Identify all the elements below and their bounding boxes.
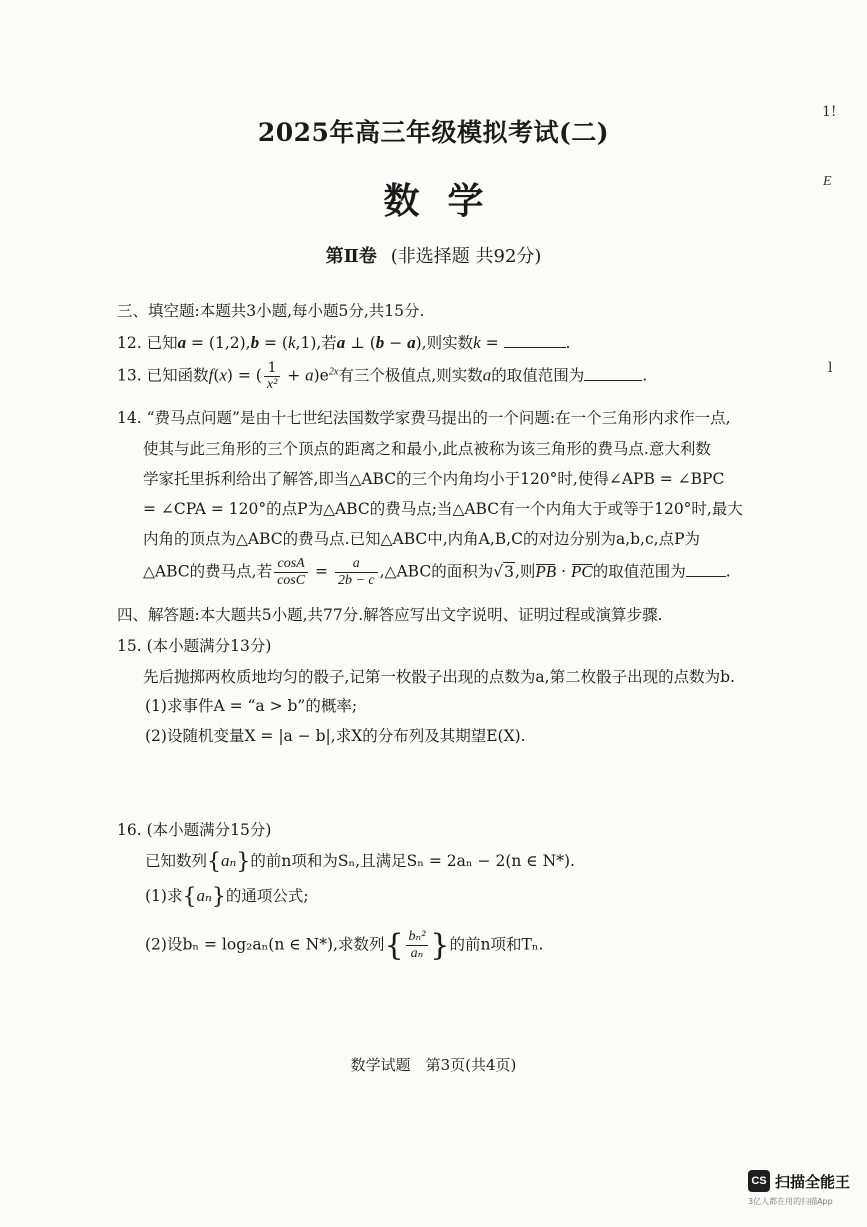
- margin-mark-e: E: [823, 174, 832, 189]
- volume-heading: [0, 242, 867, 268]
- left-brace: {: [207, 849, 222, 875]
- dot-product: ·: [556, 562, 571, 581]
- vector-pc: PC: [570, 561, 593, 581]
- q12-text-8: =: [480, 334, 504, 352]
- var-a: a: [482, 365, 492, 385]
- q15-stem: 先后抛掷两枚质地均匀的骰子,记第一枚骰子出现的点数为a,第二枚骰子出现的点数为b.: [143, 668, 735, 686]
- left-brace: {: [384, 928, 404, 963]
- scanner-app-name: 扫描全能王: [775, 1172, 851, 1191]
- q15-part-2: (2)设随机变量X = |a − b|,求X的分布列及其期望E(X).: [145, 727, 526, 745]
- scanner-watermark: [748, 1170, 850, 1192]
- q14-text-6c: ,则: [514, 562, 536, 581]
- fraction-side: [335, 556, 378, 589]
- func-f: f: [208, 365, 214, 385]
- sqrt-radicand: 3: [504, 562, 514, 581]
- vector-a: a: [407, 333, 416, 352]
- vector-a: a: [177, 333, 187, 352]
- q16-heading: 16. (本小题满分15分): [117, 821, 272, 839]
- q14-line-5: 内角的顶点为△ABC的费马点.已知△ABC中,内角A,B,C的对边分别为a,b,c,点P为: [143, 530, 701, 548]
- sequence-a: aₙ: [221, 851, 237, 870]
- scanner-tagline: 3亿人都在用的扫描App: [748, 1197, 833, 1206]
- question-12: [117, 331, 570, 353]
- vector-b: b: [250, 333, 260, 352]
- fraction-numerator: cosA: [274, 556, 308, 573]
- left-brace: {: [182, 884, 197, 910]
- fraction-denominator: aₙ: [410, 946, 424, 961]
- answer-blank: [504, 346, 566, 348]
- fraction-numerator: bₙ²: [406, 929, 429, 946]
- q16-part1-text-a: (1)求: [145, 887, 183, 905]
- q12-text-5: ⊥ (: [345, 334, 376, 352]
- q14-text-6d: 的取值范围为: [592, 562, 686, 581]
- exponent: 2x: [328, 366, 339, 378]
- q13-text-7: 有三个极值点,则实数: [338, 366, 483, 385]
- fraction-denominator: 2b − c: [337, 573, 375, 589]
- scanner-logo-icon: CS: [748, 1170, 770, 1192]
- vector-a: a: [336, 333, 346, 352]
- q14-text-6e: .: [725, 562, 731, 581]
- q12-text-9: .: [565, 334, 571, 352]
- q13-text-9: .: [642, 366, 648, 385]
- var-k: k: [287, 333, 296, 352]
- right-brace: }: [236, 849, 251, 875]
- exam-title: 2025年高三年级模拟考试(二): [257, 118, 610, 147]
- q14-text-6a: △ABC的费马点,若: [143, 562, 273, 581]
- subject-title: 数学: [383, 180, 512, 222]
- fraction: [264, 360, 280, 393]
- right-brace: }: [430, 928, 450, 963]
- q12-text-4: ,1),若: [295, 334, 337, 352]
- fraction-numerator: a: [335, 556, 378, 573]
- vector-pb: PB: [535, 561, 557, 581]
- q16-part-2: [145, 928, 543, 963]
- equals-sign: =: [310, 562, 333, 581]
- q16-part1-text-b: 的通项公式;: [225, 887, 309, 905]
- q16-text-a: 已知数列: [145, 852, 208, 870]
- q13-text-4: +: [282, 366, 306, 385]
- q12-text-3: = (: [259, 334, 288, 352]
- q13-text-1: 13. 已知函数: [117, 366, 209, 385]
- section-4-heading: 四、解答题:本大题共5小题,共77分.解答应写出文字说明、证明过程或演算步骤.: [117, 606, 663, 624]
- q16-stem: [145, 849, 575, 875]
- volume-note: (非选择题 共92分): [390, 246, 542, 267]
- q12-text-2: = (1,2),: [186, 334, 251, 352]
- q12-text-7: ),则实数: [415, 334, 474, 352]
- q14-line-2: 使其与此三角形的三个顶点的距离之和最小,此点被称为该三角形的费马点.意大利数: [143, 440, 711, 458]
- q14-line-3: 学家托里拆利给出了解答,即当△ABC的三个内角均小于120°时,使得∠APB = ∠BPC: [143, 470, 725, 488]
- margin-mark-top: 1!: [822, 104, 837, 120]
- vector-b: b: [375, 333, 385, 352]
- fraction-cos: [274, 556, 308, 589]
- fraction-numerator: 1: [264, 360, 280, 377]
- q13-text-2: (: [213, 366, 220, 385]
- volume-label: 第Ⅱ卷: [325, 246, 377, 267]
- q13-text-5: )e: [313, 366, 329, 385]
- q13-text-8: 的取值范围为: [491, 366, 585, 385]
- q14-line-1: 14. “费马点问题”是由十七世纪法国数学家费马提出的一个问题:在一个三角形内求作一点,: [117, 409, 731, 427]
- fraction-denominator: x²: [266, 377, 278, 393]
- var-x: x: [219, 365, 227, 385]
- fraction-b2-over-a: [406, 929, 429, 962]
- q12-text-1: 12. 已知: [117, 334, 178, 352]
- q14-text-6b: ,△ABC的面积为: [379, 562, 494, 581]
- q15-part-1: (1)求事件A = “a > b”的概率;: [145, 697, 358, 715]
- q12-text-6: −: [384, 334, 408, 352]
- answer-blank: [584, 379, 642, 381]
- sequence-a: aₙ: [196, 886, 212, 905]
- section-3-heading: 三、填空题:本题共3小题,每小题5分,共15分.: [117, 302, 425, 320]
- var-a: a: [305, 365, 314, 385]
- q14-line-6: △ABC的费马点,若 $\frac{\cos A}{\cos C}$ = $\frac{a}{2b - c}$ ,△ABC的面积为√3,则PB · PC的取值范围为 .: [143, 556, 731, 589]
- q16-text-b: 的前n项和为Sₙ,且满足Sₙ = 2aₙ − 2(n ∈ N*).: [250, 852, 575, 870]
- q15-heading: 15. (本小题满分13分): [117, 637, 272, 655]
- q14-line-4: = ∠CPA = 120°的点P为△ABC的费马点;当△ABC有一个内角大于或等于120°时,最大: [143, 500, 743, 518]
- right-brace: }: [211, 884, 226, 910]
- fraction-denominator: cosC: [277, 573, 306, 589]
- q16-part2-text-a: (2)设bₙ = log₂aₙ(n ∈ N*),求数列: [145, 935, 385, 954]
- answer-blank: [686, 575, 726, 577]
- margin-mark-l: l: [828, 360, 833, 376]
- q16-part2-text-b: 的前n项和Tₙ.: [449, 935, 544, 954]
- question-13: [117, 360, 647, 393]
- q16-part-1: [145, 884, 309, 910]
- var-k: k: [473, 333, 481, 352]
- page-footer: 数学试题 第3页(共4页): [350, 1056, 517, 1074]
- q13-text-3: ) = (: [226, 366, 262, 385]
